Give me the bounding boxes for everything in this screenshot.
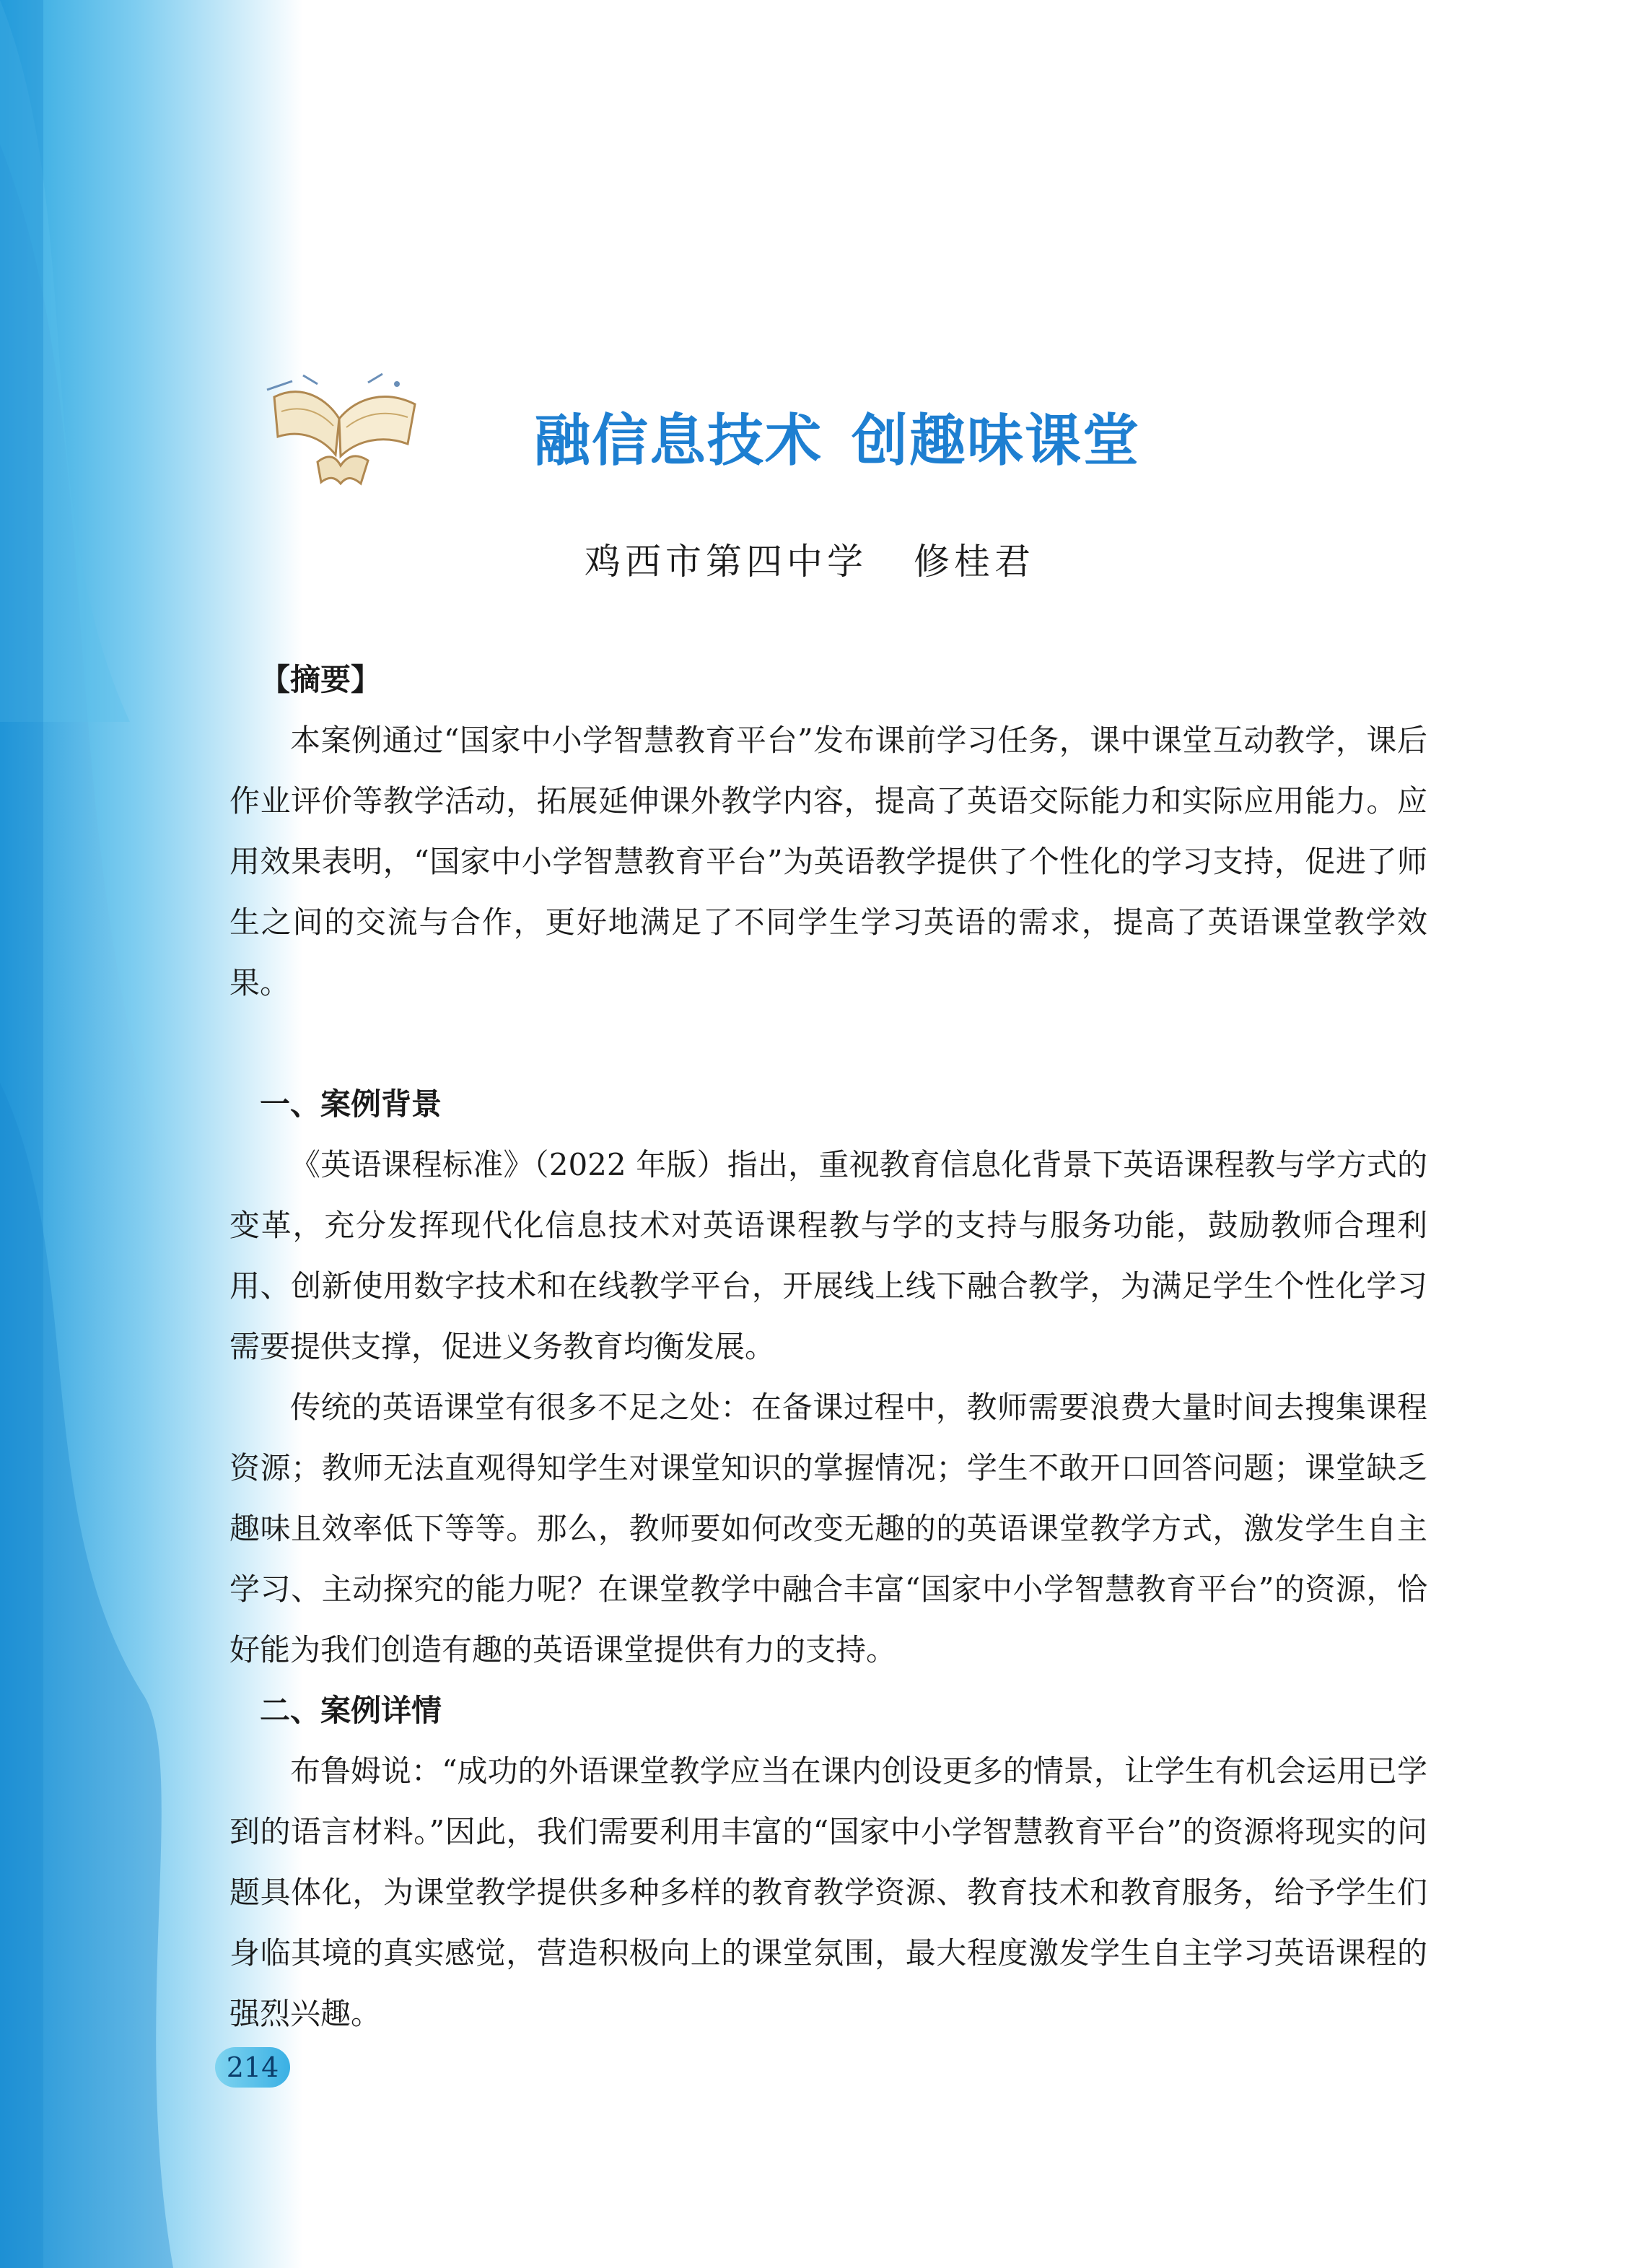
section-1-heading: 一、案例背景 [260, 1086, 442, 1122]
author-name: 修桂君 [914, 541, 1035, 583]
section-1-paragraph-2: 传统的英语课堂有很多不足之处：在备课过程中，教师需要浪费大量时间去搜集课程资源；教师无法直观得知学生对课堂知识的掌握情况；学生不敢开口回答问题；课堂缺乏趣味且效率低下等等。那么，教师要如何改变无趣的的英语课堂教学方式，激发学生自主学习、主动探究的能力呢？在课堂教学中融合丰富“国家中小学智慧教育平台”的资源，恰好能为我们创造有趣的英语课堂提供有力的支持。 [229, 1390, 1427, 1667]
section-1-paragraph-1: 《英语课程标准》（2022 年版）指出，重视教育信息化背景下英语课程教与学方式的变革，充分发挥现代化信息技术对英语课程教与学的支持与服务功能，鼓励教师合理利用、创新使用数字技术和在线教学平台，开展线上线下融合教学，为满足学生个性化学习需要提供支撑，促进义务教育均衡发展。 [229, 1147, 1427, 1364]
article-body [229, 650, 1427, 2044]
page-title [534, 396, 1140, 476]
section-2-heading: 二、案例详情 [260, 1693, 442, 1728]
abstract-heading: 【摘要】 [260, 662, 382, 697]
page-number: 214 [215, 2047, 290, 2088]
abstract-text: 本案例通过“国家中小学智慧教育平台”发布课前学习任务，课中课堂互动教学，课后作业评价等教学活动，拓展延伸课外教学内容，提高了英语交际能力和实际应用能力。应用效果表明，“国家中小学智慧教育平台”为英语教学提供了个性化的学习支持，促进了师生之间的交流与合作，更好地满足了不同学生学习英语的需求，提高了英语课堂教学效果。 [229, 723, 1427, 1000]
open-book-icon [260, 368, 426, 491]
author-line [585, 533, 1035, 585]
title-part-1: 融信息技术 [534, 409, 823, 474]
spacer [229, 1013, 1427, 1074]
section-2-paragraph-1: 布鲁姆说：“成功的外语课堂教学应当在课内创设更多的情景，让学生有机会运用已学到的语言材料。”因此，我们需要利用丰富的“国家中小学智慧教育平台”的资源将现实的问题具体化，为课堂教学提供多种多样的教育教学资源、教育技术和教育服务，给予学生们身临其境的真实感觉，营造积极向上的课堂氛围，最大程度激发学生自主学习英语课程的强烈兴趣。 [229, 1753, 1427, 2031]
title-part-2: 创趣味课堂 [852, 409, 1141, 474]
author-school: 鸡西市第四中学 [585, 541, 867, 583]
